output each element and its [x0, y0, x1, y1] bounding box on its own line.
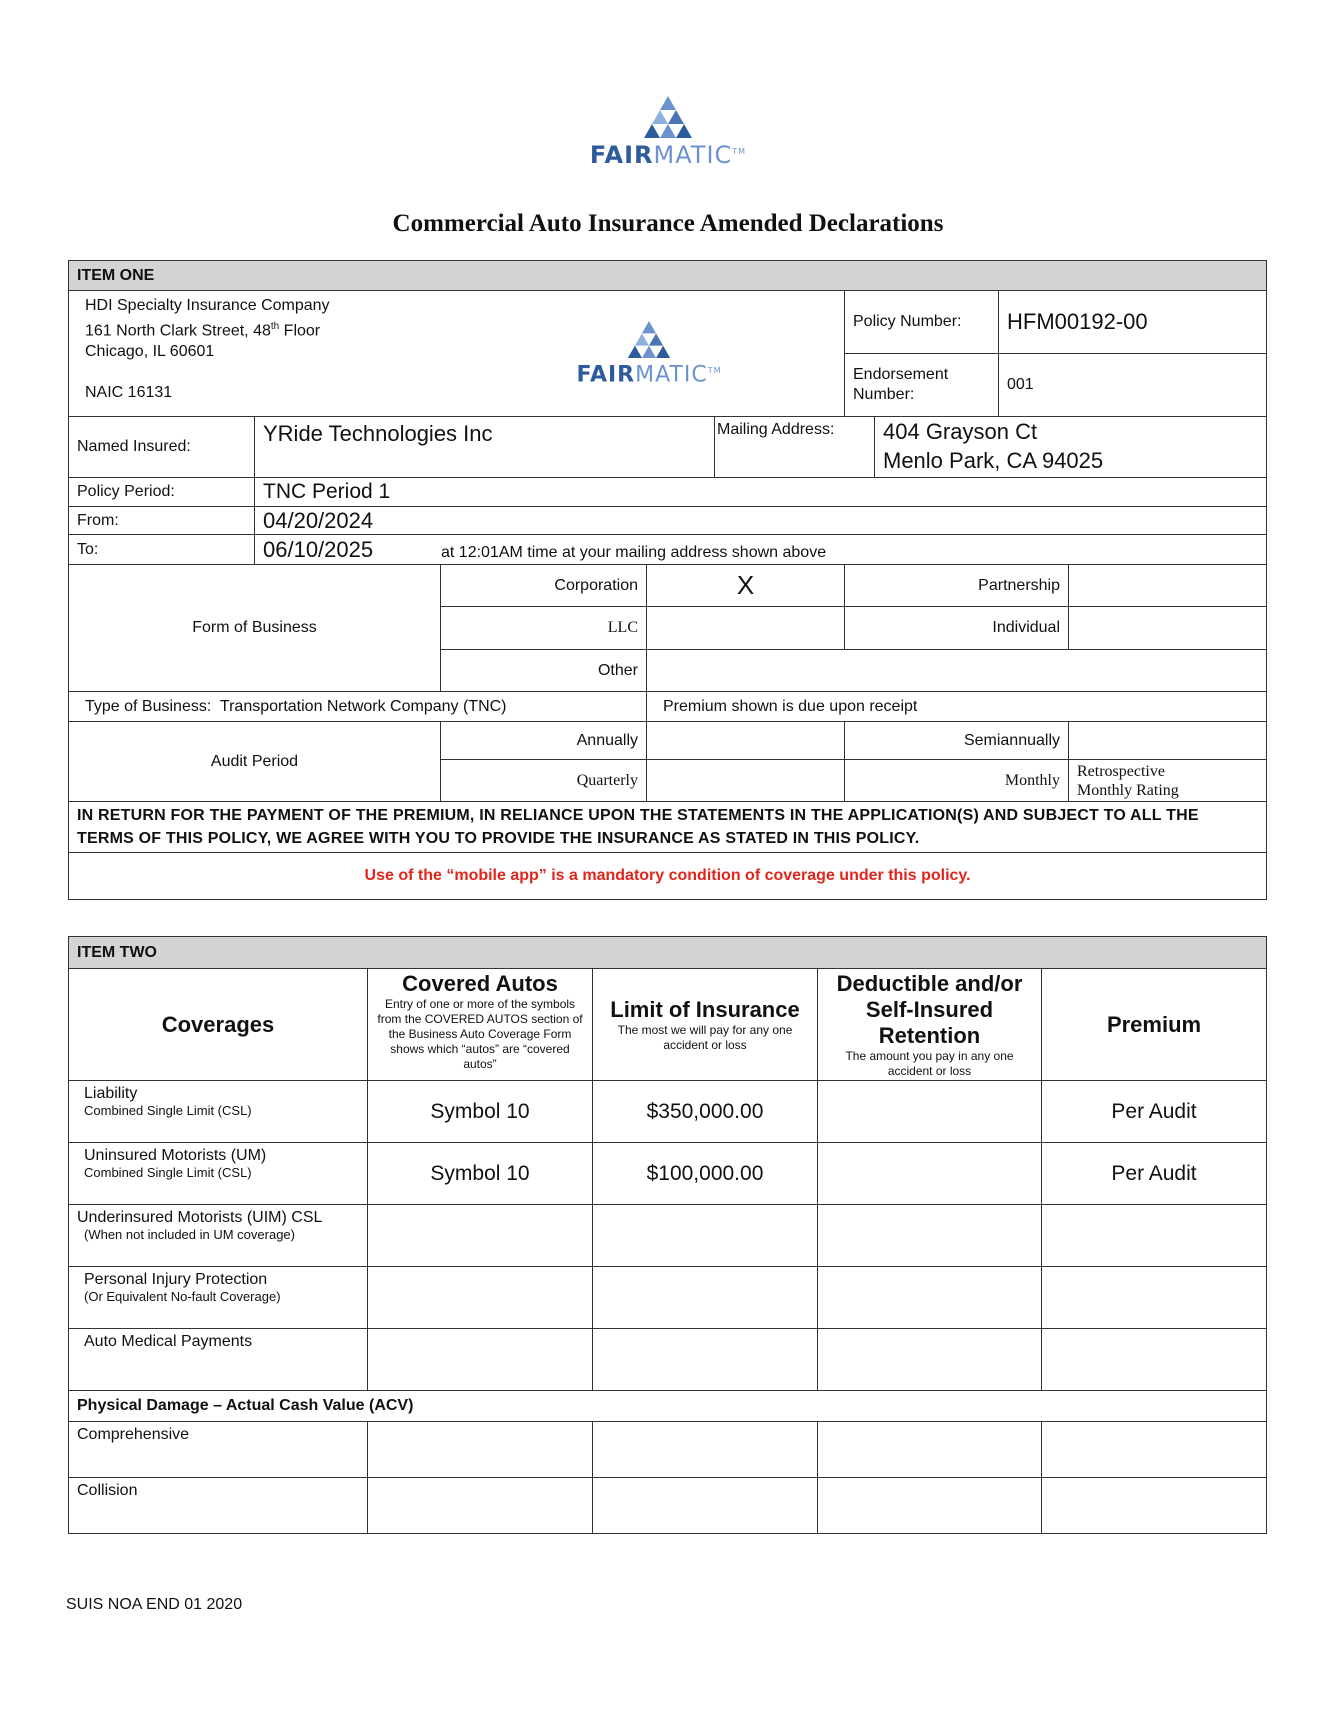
semiannually-label: Semiannually: [845, 722, 1069, 760]
mailing-address-value: [875, 417, 1267, 478]
endorsement-label: Endorsement Number:: [845, 354, 999, 417]
table-row: [69, 1143, 1267, 1205]
table-row: [69, 1081, 1267, 1143]
time-note: at 12:01AM time at your mailing address shown above: [441, 543, 827, 561]
naic-number: NAIC 16131: [85, 384, 173, 402]
partnership-label: Partnership: [845, 565, 1069, 607]
partnership-mark: [1069, 565, 1267, 607]
col-deductible: Deductible and/or Self-Insured Retention The amount you pay in any one accident or loss: [818, 969, 1042, 1081]
premium-cell: [1042, 1267, 1267, 1329]
mailing-address-line2: Menlo Park, CA 94025: [883, 448, 1104, 473]
coverage-name: Collision: [69, 1478, 368, 1534]
fairmatic-triangle-icon: [643, 96, 693, 138]
col-coverages: Coverages: [69, 969, 368, 1081]
limit-cell: [593, 1205, 818, 1267]
annually-label: Annually: [441, 722, 647, 760]
from-label: From:: [69, 507, 255, 535]
corporation-mark: X: [647, 565, 845, 607]
to-date: 06/10/2025: [263, 536, 374, 562]
type-of-business-value: Transportation Network Company (TNC): [219, 697, 507, 715]
individual-mark: [1069, 607, 1267, 650]
coverage-sub: Combined Single Limit (CSL): [84, 1165, 252, 1180]
limit-cell: [593, 1329, 818, 1391]
named-insured-value: YRide Technologies Inc: [255, 417, 715, 478]
col-limit: Limit of Insurance The most we will pay for any one accident or loss: [593, 969, 818, 1081]
fairmatic-logo-inline: FAIRMATIC™: [574, 321, 724, 385]
agreement-text: IN RETURN FOR THE PAYMENT OF THE PREMIUM, IN RELIANCE UPON THE STATEMENTS IN THE APPLICATION(S) AND SUBJECT TO ALL THE TERMS OF THIS POLICY, WE AGREE WITH YOU TO PROVIDE THE INSURANCE AS STATED IN THIS POLICY.: [69, 802, 1267, 853]
col-premium: Premium: [1042, 969, 1267, 1081]
coverage-name: Auto Medical Payments: [84, 1333, 253, 1350]
annually-mark: [647, 722, 845, 760]
premium-cell: [1042, 1329, 1267, 1391]
deductible-cell: [818, 1267, 1042, 1329]
covered-autos-cell: Symbol 10: [368, 1143, 593, 1205]
policy-period-label: Policy Period:: [69, 478, 255, 507]
item-one-table: [68, 260, 1267, 900]
table-row: [69, 1205, 1267, 1267]
premium-cell: Per Audit: [1042, 1143, 1267, 1205]
retro-monthly-rating: Retrospective Monthly Rating: [1069, 760, 1267, 802]
policy-period-value: TNC Period 1: [255, 478, 1267, 507]
to-row: [255, 535, 1267, 565]
llc-label: LLC: [441, 607, 647, 650]
deductible-note: The amount you pay in any one accident or loss: [845, 1049, 1014, 1078]
limit-cell: $350,000.00: [593, 1081, 818, 1143]
coverage-name: Uninsured Motorists (UM): [84, 1147, 267, 1164]
item-one-header: ITEM ONE: [69, 261, 1267, 291]
monthly-label: Monthly: [845, 760, 1069, 802]
item-two-header: ITEM TWO: [69, 937, 1267, 969]
coverage-sub: (When not included in UM coverage): [84, 1227, 295, 1242]
premium-cell: Per Audit: [1042, 1081, 1267, 1143]
policy-number-value: HFM00192-00: [999, 291, 1267, 354]
logo-tm: TM: [732, 147, 747, 156]
limit-cell: $100,000.00: [593, 1143, 818, 1205]
table-row: [69, 1267, 1267, 1329]
limit-cell: [593, 1267, 818, 1329]
col-covered-autos: Covered Autos Entry of one or more of the symbols from the COVERED AUTOS section of the Business Auto Coverage Form shows which “autos” are “covered autos”: [368, 969, 593, 1081]
covered-autos-cell: [368, 1267, 593, 1329]
audit-period-label: Audit Period: [69, 722, 441, 802]
covered-autos-cell: [368, 1329, 593, 1391]
corporation-label: Corporation: [441, 565, 647, 607]
covered-autos-cell: [368, 1205, 593, 1267]
premium-cell: [1042, 1205, 1267, 1267]
logo-matic-text: MATIC: [653, 141, 733, 169]
fairmatic-triangle-icon: [627, 321, 671, 358]
from-date: 04/20/2024: [255, 507, 1267, 535]
to-label: To:: [69, 535, 255, 565]
premium-note: Premium shown is due upon receipt: [647, 692, 1267, 722]
individual-label: Individual: [845, 607, 1069, 650]
llc-mark: [647, 607, 845, 650]
coverage-name: Comprehensive: [69, 1422, 368, 1478]
endorsement-number: 001: [999, 354, 1267, 417]
type-of-business: Type of Business: Transportation Network Company (TNC): [69, 692, 647, 722]
table-row: [69, 1422, 1267, 1478]
quarterly-label: Quarterly: [441, 760, 647, 802]
page-title: Commercial Auto Insurance Amended Declarations: [392, 210, 944, 237]
fairmatic-logo: [568, 96, 768, 169]
insurer-name: HDI Specialty Insurance Company: [85, 297, 330, 314]
limit-note: The most we will pay for any one accident or loss: [617, 1022, 793, 1052]
mailing-address-line1: 404 Grayson Ct: [883, 419, 1038, 444]
form-number-footer: SUIS NOA END 01 2020: [66, 1596, 243, 1613]
insurer-block: [69, 291, 845, 417]
coverage-name: Underinsured Motorists (UIM) CSL: [77, 1209, 323, 1226]
other-label: Other: [441, 650, 647, 692]
quarterly-mark: [647, 760, 845, 802]
mobile-app-notice: Use of the “mobile app” is a mandatory condition of coverage under this policy.: [69, 853, 1267, 900]
coverage-name: Personal Injury Protection: [84, 1271, 268, 1288]
table-row: [69, 1329, 1267, 1391]
physical-damage-header: Physical Damage – Actual Cash Value (ACV): [69, 1391, 1267, 1422]
insurer-city: Chicago, IL 60601: [85, 343, 215, 361]
deductible-cell: [818, 1329, 1042, 1391]
deductible-cell: [818, 1081, 1042, 1143]
item-two-table: [68, 936, 1267, 1534]
covered-autos-cell: Symbol 10: [368, 1081, 593, 1143]
deductible-cell: [818, 1205, 1042, 1267]
semiannually-mark: [1069, 722, 1267, 760]
other-value: [647, 650, 1267, 692]
deductible-cell: [818, 1143, 1042, 1205]
covered-autos-note: Entry of one or more of the symbols from the COVERED AUTOS section of the Business Auto Coverage Form shows which “autos” are “covered autos”: [377, 997, 583, 1071]
named-insured-label: Named Insured:: [69, 417, 255, 478]
policy-number-label: Policy Number:: [845, 291, 999, 354]
form-of-business-label: Form of Business: [69, 565, 441, 692]
coverage-name: Liability: [84, 1085, 138, 1102]
insurer-street: 161 North Clark Street, 48th Floor: [85, 321, 321, 340]
table-row: [69, 1478, 1267, 1534]
logo-fair-text: FAIR: [589, 141, 654, 169]
coverage-sub: Combined Single Limit (CSL): [84, 1103, 252, 1118]
mailing-address-label: Mailing Address:: [715, 417, 875, 478]
coverage-sub: (Or Equivalent No-fault Coverage): [84, 1289, 281, 1304]
